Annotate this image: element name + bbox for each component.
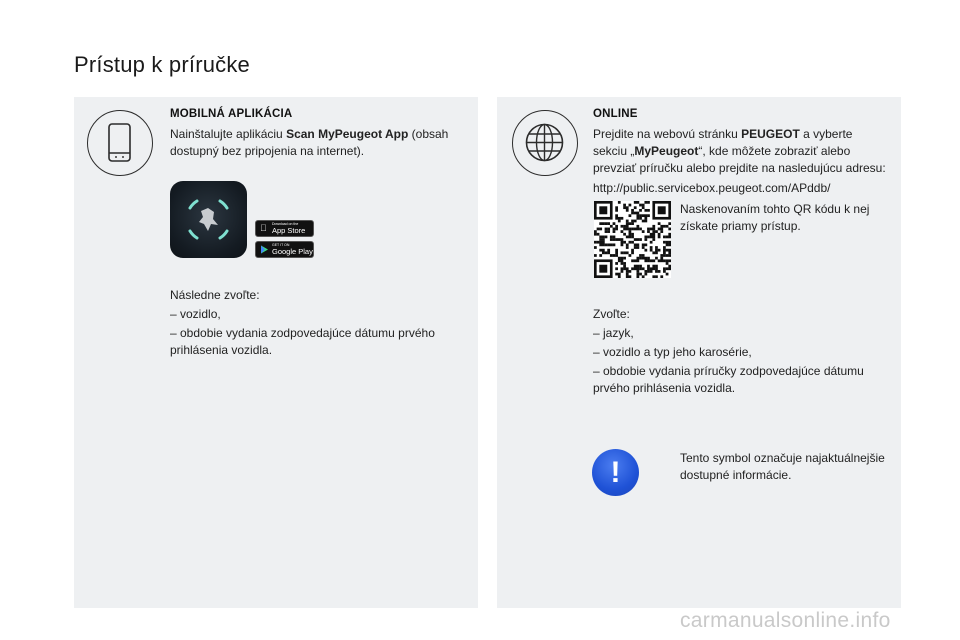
app-store-badge-small: Download on the bbox=[272, 222, 299, 226]
google-play-badge-large: Google Play bbox=[272, 247, 313, 256]
qr-caption: Naskenovaním tohto QR kódu k nej bbox=[680, 202, 870, 216]
online-paragraph: sekciu „MyPeugeot“, kde môžete zobraziť alebo bbox=[593, 144, 851, 158]
apple-icon bbox=[260, 224, 269, 233]
list-item: – vozidlo a typ jeho karosérie, bbox=[593, 345, 752, 359]
qr-caption: získate priamy prístup. bbox=[680, 219, 801, 233]
list-item: – vozidlo, bbox=[170, 307, 221, 321]
mobile-app-intro-line2: dostupný bez pripojenia na internet). bbox=[170, 144, 365, 158]
then-select-label: Následne zvoľte: bbox=[170, 288, 260, 302]
list-item: – obdobie vydania príručky zodpovedajúce dátumu bbox=[593, 364, 864, 378]
select-label: Zvoľte: bbox=[593, 307, 630, 321]
list-item: – obdobie vydania zodpovedajúce dátumu prvého bbox=[170, 326, 435, 340]
watermark: carmanualsonline.info bbox=[680, 609, 891, 632]
scan-mypeugeot-app-icon[interactable] bbox=[170, 181, 247, 258]
list-item: – jazyk, bbox=[593, 326, 634, 340]
smartphone-icon bbox=[87, 110, 153, 176]
google-play-icon bbox=[260, 245, 269, 254]
app-store-badge-large: App Store bbox=[272, 226, 306, 235]
online-paragraph: prevziať príručku alebo prejdite na nasledujúcu adresu: bbox=[593, 161, 886, 175]
list-item-continuation: prvého prihlásenia vozidla. bbox=[593, 381, 736, 395]
info-note: Tento symbol označuje najaktuálnejšie bbox=[680, 451, 885, 465]
mobile-app-heading: MOBILNÁ APLIKÁCIA bbox=[170, 108, 293, 120]
online-paragraph: Prejdite na webovú stránku PEUGEOT a vyberte bbox=[593, 127, 853, 141]
servicebox-url[interactable]: http://public.servicebox.peugeot.com/APddb/ bbox=[593, 181, 831, 195]
google-play-badge[interactable] bbox=[255, 241, 314, 258]
google-play-badge-small: GET IT ON bbox=[272, 243, 290, 247]
qr-code[interactable] bbox=[594, 201, 671, 278]
mobile-app-intro: Nainštalujte aplikáciu Scan MyPeugeot App (obsah bbox=[170, 127, 449, 141]
list-item-continuation: prihlásenia vozidla. bbox=[170, 343, 273, 357]
globe-icon bbox=[512, 110, 578, 176]
info-note: dostupné informácie. bbox=[680, 468, 792, 482]
page-title: Prístup k príručke bbox=[74, 52, 250, 77]
exclamation-icon: ! bbox=[592, 449, 639, 496]
online-heading: ONLINE bbox=[593, 108, 638, 120]
app-store-badge[interactable] bbox=[255, 220, 314, 237]
